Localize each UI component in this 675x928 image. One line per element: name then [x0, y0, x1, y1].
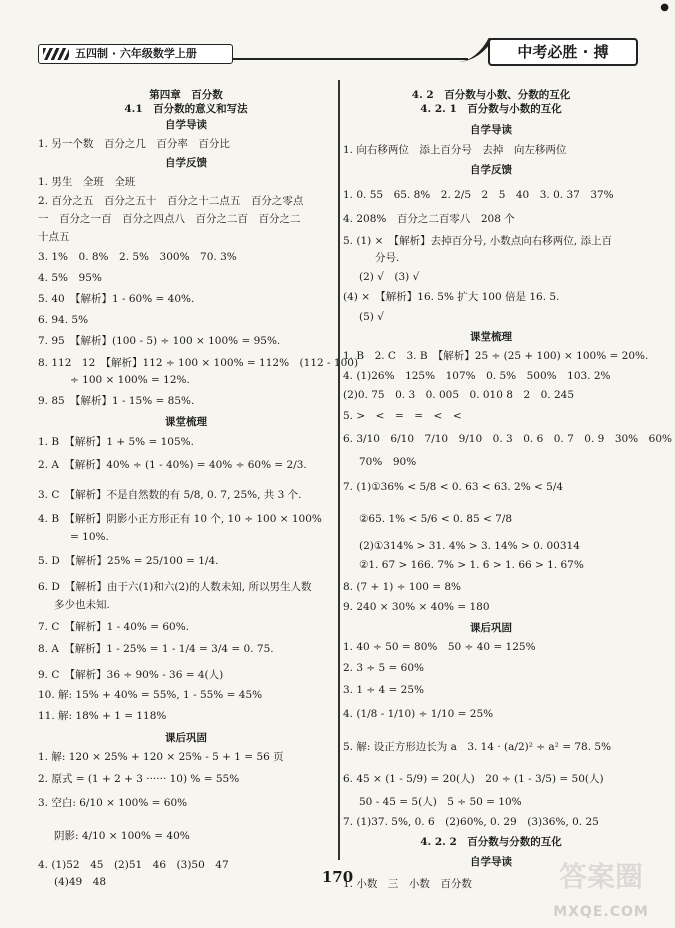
right-answer-line: ②1. 67 > 166. 7% > 1. 6̇ > 1. 66 > 1. 67% — [359, 559, 584, 571]
left-answer-line: 一 百分之一百 百分之四点八 百分之二百 百分之二 — [38, 213, 301, 225]
right-answer-line: 70% 90% — [359, 456, 417, 468]
left-section-heading: 4.1 百分数的意义和写法 — [124, 103, 248, 115]
left-answer-line: 3. 1% 0. 8% 2. 5% 300% 70. 3% — [38, 251, 237, 263]
right-section-heading: 自学反馈 — [470, 164, 512, 176]
right-answer-line: (5) √ — [359, 311, 384, 323]
swoosh-icon — [442, 38, 493, 62]
left-answer-line: 9. C 【解析】36 ÷ 90% - 36 = 4(人) — [38, 669, 224, 681]
corner-mark: ● — [660, 2, 669, 13]
left-answer-line: 7. 95 【解析】(100 - 5) ÷ 100 × 100% = 95%. — [38, 335, 281, 347]
left-section-heading: 自学反馈 — [165, 157, 207, 169]
left-answer-line: 5. 40 【解析】1 - 60% = 40%. — [38, 293, 195, 305]
left-answer-line: 5. D 【解析】25% = 25/100 = 1/4. — [38, 555, 219, 567]
left-answer-line: 10. 解: 15% + 40% = 55%, 1 - 55% = 45% — [38, 689, 263, 701]
left-answer-line: ÷ 100 × 100% = 12%. — [70, 374, 190, 386]
book-title-badge — [38, 44, 233, 64]
page-header — [38, 32, 638, 72]
header-rule — [232, 58, 468, 60]
right-answer-line: 9. 240 × 30% × 40% = 180 — [343, 601, 490, 613]
right-section-heading: 课后巩固 — [470, 622, 512, 634]
right-answer-line: 5. 解: 设正方形边长为 a 3. 14 · (a/2)² ÷ a² = 78. 5% — [343, 741, 612, 753]
right-answer-line: 4. (1)26% 125% 107% 0. 5% 500% 103. 2% — [343, 370, 611, 382]
left-answer-line: 8. A 【解析】1 - 25% = 1 - 1/4 = 3/4 = 0. 75. — [38, 643, 274, 655]
right-section-heading: 自学导读 — [470, 856, 512, 868]
left-answer-line: 1. 解: 120 × 25% + 120 × 25% - 5 + 1 = 56 页 — [38, 751, 284, 763]
book-title: 五四制 · 六年级数学上册 — [75, 47, 197, 60]
right-answer-line: 1. 向右移两位 添上百分号 去掉 向左移两位 — [343, 144, 567, 156]
right-answer-line: 8. (7 + 1) ÷ 100 = 8% — [343, 581, 462, 593]
left-section-heading: 自学导读 — [165, 119, 207, 131]
left-answer-line: 11. 解: 18% + 1 = 118% — [38, 710, 167, 722]
right-answer-line: (2)0. 75 0. 3 0. 005 0. 010 8 2 0. 245 — [343, 389, 575, 401]
series-title: 中考必胜 · 搏 — [517, 43, 609, 61]
left-answer-line: 1. B 【解析】1 + 5% = 105%. — [38, 436, 194, 448]
right-answer-line: (2) √ (3) √ — [359, 271, 420, 283]
right-answer-line: 2. 3 ÷ 5 = 60% — [343, 662, 425, 674]
left-section-heading: 第四章 百分数 — [149, 89, 223, 101]
left-answer-line: 4. (1)52 45 (2)51 46 (3)50 47 — [38, 859, 229, 871]
right-answer-line: (2)①314% > 31. 4% > 3. 14% > 0. 00314 — [359, 540, 580, 552]
right-answer-line: 1. 0. 55 65. 8% 2. 2/5 2 5 40 3. 0. 37 37% — [343, 189, 614, 201]
left-answer-line: 1. 男生 全班 全班 — [38, 176, 136, 188]
right-answer-line: 4. (1/8 - 1/10) ÷ 1/10 = 25% — [343, 708, 494, 720]
left-answer-line: 阴影: 4/10 × 100% = 40% — [54, 830, 190, 842]
right-answer-line: 3. 1 ÷ 4 = 25% — [343, 684, 425, 696]
right-answer-line: 5. > < = = < < — [343, 410, 462, 422]
right-answer-line: 4. 208% 百分之二百零八 208 个 — [343, 213, 515, 225]
right-answer-line: 6. 45 × (1 - 5/9) = 20(人) 20 ÷ (1 - 3/5) = 50(人) — [343, 773, 604, 785]
left-answer-line: 2. A 【解析】40% ÷ (1 - 40%) = 40% ÷ 60% = 2/3. — [38, 459, 307, 471]
left-answer-line: 2. 百分之五 百分之五十 百分之十二点五 百分之零点 — [38, 195, 304, 207]
left-section-heading: 课堂梳理 — [165, 416, 207, 428]
right-answer-line: 1. B 2. C 3. B 【解析】25 ÷ (25 + 100) × 100% = 20%. — [343, 350, 649, 362]
right-answer-line: 7. (1)①36% < 5/8 < 0. 63 < 63. 2% < 5/4 — [343, 481, 564, 493]
right-answer-line: 50 - 45 = 5(人) 5 ÷ 50 = 10% — [359, 796, 522, 808]
right-answer-line: 分号. — [375, 252, 400, 264]
left-answer-line: 多少也未知. — [54, 599, 110, 611]
left-answer-line: = 10%. — [70, 531, 109, 543]
right-answer-line: 1. 小数 三 小数 百分数 — [343, 878, 472, 890]
watermark-site: MXQE.COM — [553, 904, 649, 920]
right-answer-line: 6. 3/10 6/10 7/10 9/10 0. 3 0. 6 0. 7 0. 9 30% 60% — [343, 433, 672, 445]
left-answer-line: 6. 94. 5% — [38, 314, 89, 326]
left-answer-line: 2. 原式 = (1 + 2 + 3 ······ 10) % = 55% — [38, 773, 240, 785]
left-answer-line: 1. 另一个数 百分之几 百分率 百分比 — [38, 138, 230, 150]
left-section-heading: 课后巩固 — [165, 732, 207, 744]
right-section-heading: 课堂梳理 — [470, 331, 512, 343]
right-answer-line: (4) × 【解析】16. 5% 扩大 100 倍是 16. 5. — [343, 291, 560, 303]
left-answer-line: 4. B 【解析】阴影小正方形正有 10 个, 10 ÷ 100 × 100% — [38, 513, 322, 525]
right-section-heading: 4. 2. 2 百分数与分数的互化 — [420, 836, 562, 848]
right-answer-line: 5. (1) × 【解析】去掉百分号, 小数点向右移两位, 添上百 — [343, 235, 612, 247]
right-section-heading: 4. 2 百分数与小数、分数的互化 — [411, 89, 571, 101]
page-number: 170 — [321, 868, 354, 886]
right-answer-line: 1. 40 ÷ 50 = 80% 50 ÷ 40 = 125% — [343, 641, 536, 653]
left-answer-line: 8. 112 12 【解析】112 ÷ 100 × 100% = 112% (112 - 100) — [38, 357, 359, 369]
right-section-heading: 自学导读 — [470, 124, 512, 136]
left-answer-line: 3. 空白: 6/10 × 100% = 60% — [38, 797, 188, 809]
stripes-icon — [43, 48, 69, 60]
right-answer-line: ②65. 1% < 5/6 < 0. 85 < 7/8 — [359, 513, 513, 525]
right-answer-line: 7. (1)37. 5%, 0. 6 (2)60%, 0. 29 (3)36%, 0. 25 — [343, 816, 599, 828]
left-answer-line: (4)49 48 — [54, 876, 107, 888]
left-answer-line: 9. 85 【解析】1 - 15% = 85%. — [38, 395, 195, 407]
series-title-badge — [488, 38, 638, 66]
right-section-heading: 4. 2. 1 百分数与小数的互化 — [420, 103, 562, 115]
left-answer-line: 3. C 【解析】不是自然数的有 5/8, 0. 7, 25%, 共 3 个. — [38, 489, 302, 501]
column-divider — [338, 80, 340, 860]
left-answer-line: 4. 5% 95% — [38, 272, 102, 284]
left-answer-line: 6. D 【解析】由于六(1)和六(2)的人数未知, 所以男生人数 — [38, 581, 312, 593]
watermark-logo: 答案圈 — [558, 860, 643, 893]
left-answer-line: 十点五 — [38, 231, 70, 243]
watermark — [541, 858, 661, 920]
left-answer-line: 7. C 【解析】1 - 40% = 60%. — [38, 621, 190, 633]
